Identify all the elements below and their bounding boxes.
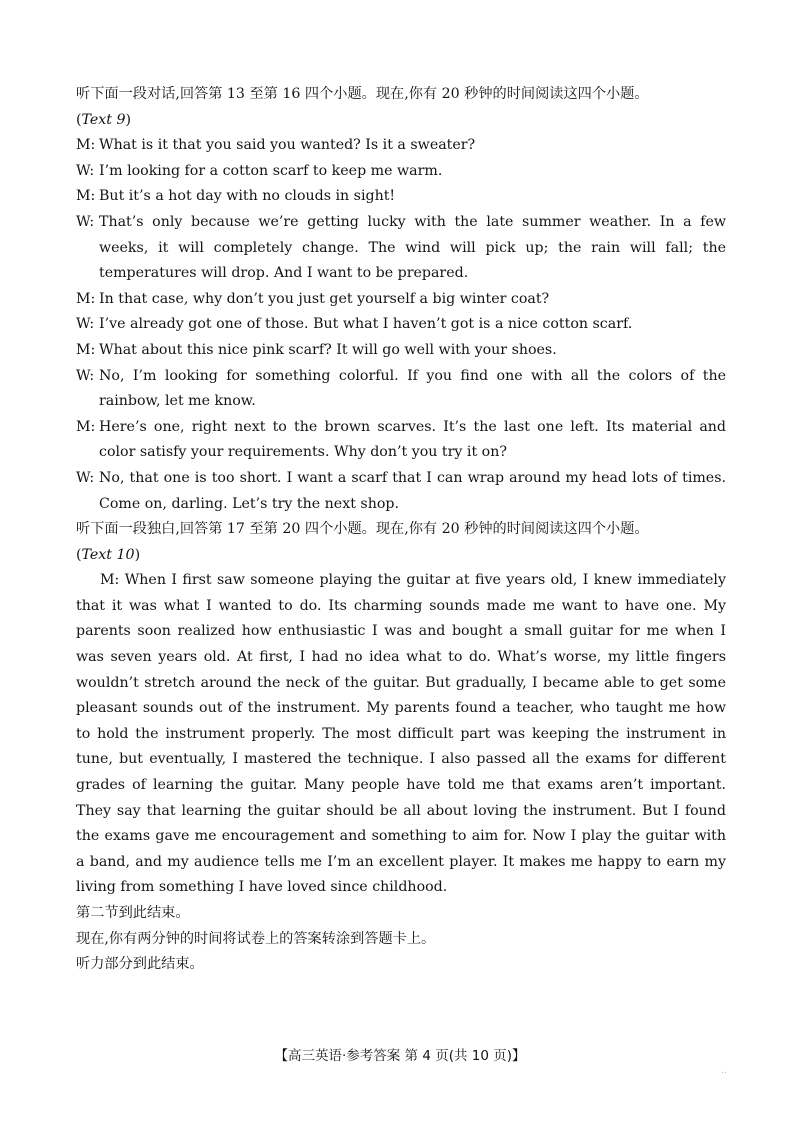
text10-label-text: Text 10	[81, 546, 135, 563]
speaker-label: M:	[76, 290, 96, 307]
speech-text: That’s only because we’re getting lucky with the late summer weather. In a few weeks, it will completely change. The wind will pick up; the rain will fall; the temperatures will drop. And I want to be prepared.	[99, 213, 726, 282]
speaker-label: M:	[76, 341, 96, 358]
dialogue-line	[76, 184, 726, 210]
text9-label-text: Text 9	[81, 111, 126, 128]
closing-line-section-end: 第二节到此结束。	[76, 905, 190, 921]
speech-text: But it’s a hot day with no clouds in sight!	[99, 188, 396, 205]
speaker-label: W:	[76, 162, 95, 179]
text10-label	[76, 543, 726, 569]
speech-text: No, that one is too short. I want a scarf that I can wrap around my head lots of times. Come on, darling. Let’s try the next shop.	[99, 469, 726, 512]
speaker-label: M:	[76, 188, 96, 205]
speech-text: Here’s one, right next to the brown scarves. It’s the last one left. Its material and color satisfy your requirements. Why don’t you try it on?	[99, 418, 726, 461]
speaker-label: M:	[76, 418, 96, 435]
dialogue-line	[76, 312, 726, 338]
dialogue	[76, 133, 726, 517]
document-body	[76, 82, 726, 978]
speech-text: What about this nice pink scarf? It will go well with your shoes.	[99, 341, 557, 358]
speaker-label: W:	[76, 469, 95, 486]
section1-instruction: 听下面一段对话,回答第 13 至第 16 四个小题。现在,你有 20 秒钟的时间阅读这四个小题。	[76, 86, 649, 102]
speaker-label: W:	[76, 213, 95, 230]
dialogue-line	[76, 287, 726, 313]
dialogue-line	[76, 415, 726, 466]
section2-instruction: 听下面一段独白,回答第 17 至第 20 四个小题。现在,你有 20 秒钟的时间阅读这四个小题。	[76, 521, 649, 538]
label-close-paren: )	[125, 111, 132, 128]
dialogue-line	[76, 364, 726, 415]
page-footer: 【高三英语·参考答案 第 4 页(共 10 页)】	[274, 1048, 526, 1064]
dialogue-line	[76, 133, 726, 159]
speech-text: I’m looking for a cotton scarf to keep me warm.	[99, 162, 443, 179]
dialogue-line	[76, 466, 726, 517]
label-close-paren: )	[134, 546, 141, 563]
dialogue-line	[76, 338, 726, 364]
monologue-paragraph: M: When I first saw someone playing the guitar at five years old, I knew immediately that it was what I wanted to do. Its charming sounds made me want to have one. My parents soon realized how enthusiastic I was and bought a small guitar for me when I was seven years old. At first, I had no idea what to do. What’s worse, my little fingers wouldn’t stretch around the neck of the guitar. But gradually, I became able to get some pleasant sounds out of the instrument. My parents found a teacher, who taught me how to hold the instrument properly. The most difficult part was keeping the instrument in tune, but eventually, I mastered the technique. I also passed all the exams for different grades of learning the guitar. Many people have told me that exams aren’t important. They say that learning the guitar should be all about loving the instrument. But I found the exams gave me encouragement and something to aim for. Now I play the guitar with a band, and my audience tells me I’m an excellent player. It makes me happy to earn my living from something I have loved since childhood.	[76, 572, 726, 896]
speech-text: No, I’m looking for something colorful. If you find one with all the colors of the rainbow, let me know.	[99, 367, 726, 410]
speaker-label: M:	[76, 137, 96, 154]
speech-text: What is it that you said you wanted? Is it a sweater?	[99, 137, 476, 154]
dialogue-line	[76, 159, 726, 185]
speech-text: In that case, why don’t you just get yourself a big winter coat?	[99, 290, 550, 307]
label-open-paren: (	[76, 546, 82, 563]
closing-line-listening-end: 听力部分到此结束。	[76, 956, 204, 973]
label-open-paren: (	[76, 111, 82, 128]
speech-text: I’ve already got one of those. But what I haven’t got is a nice cotton scarf.	[99, 316, 633, 333]
speaker-label: W:	[76, 316, 95, 333]
speaker-label: W:	[76, 367, 95, 384]
corner-mark: ..	[721, 1066, 727, 1076]
text9-label	[76, 108, 726, 134]
dialogue-line	[76, 210, 726, 287]
closing-line-transfer-answers: 现在,你有两分钟的时间将试卷上的答案转涂到答题卡上。	[76, 930, 436, 947]
